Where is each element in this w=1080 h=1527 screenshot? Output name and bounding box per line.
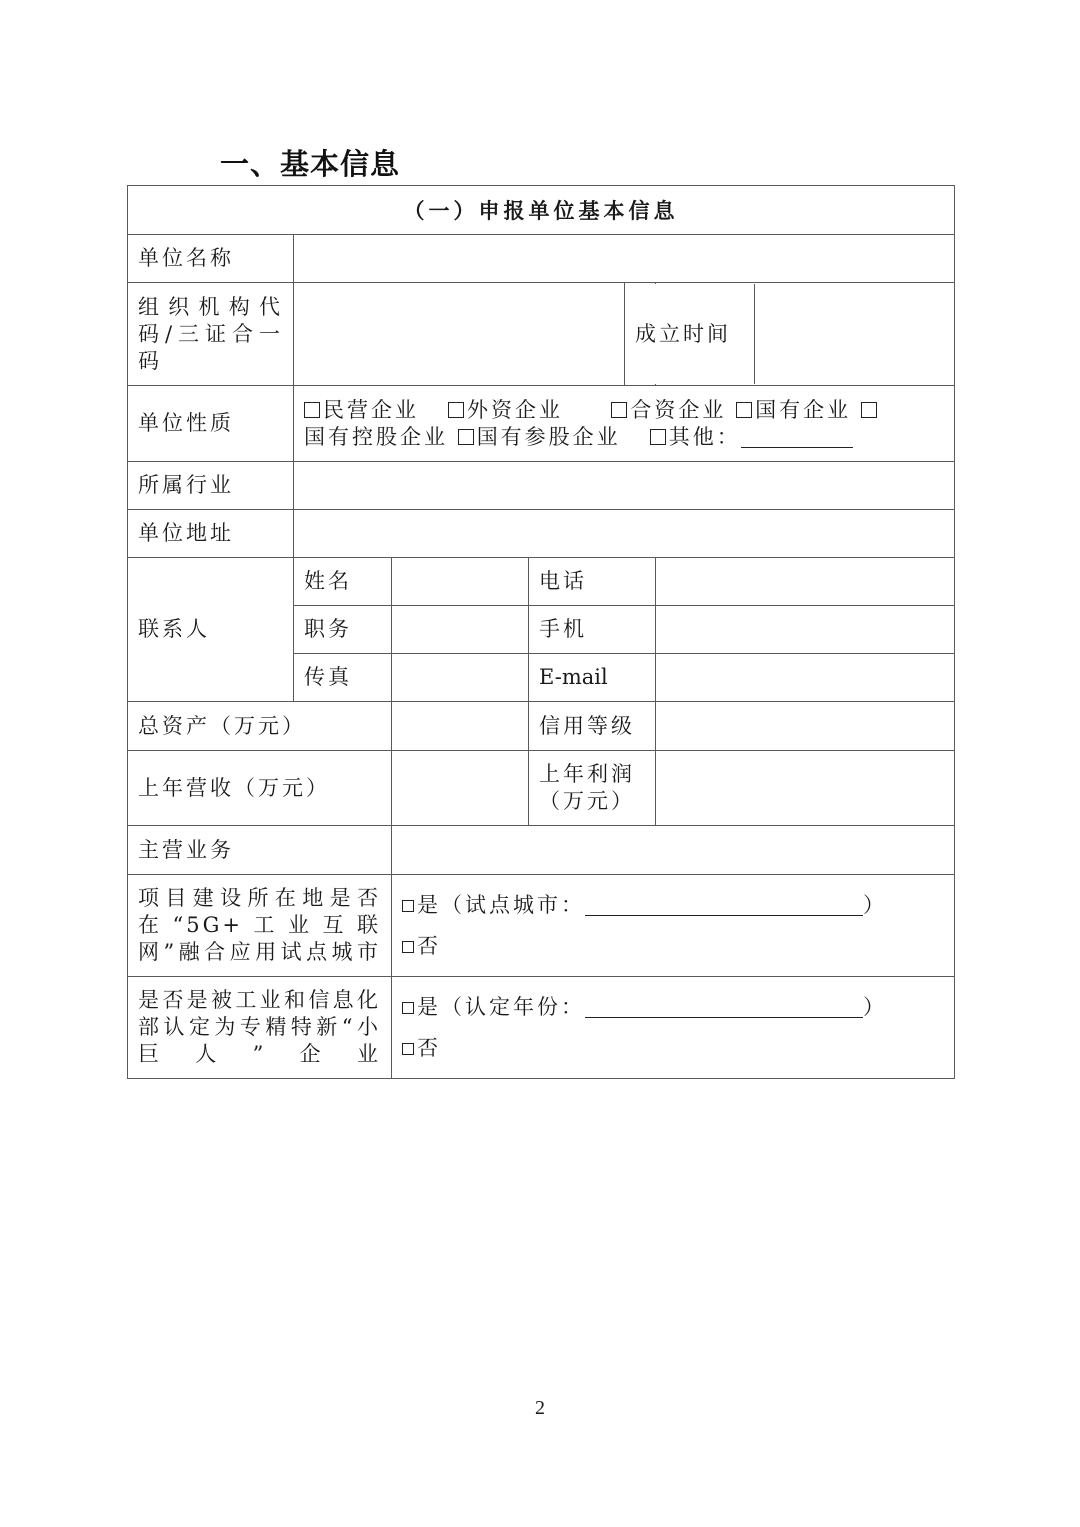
contact-label: 联系人 bbox=[128, 558, 294, 702]
org-code-label: 组织机构代码/三证合一码 bbox=[128, 283, 294, 386]
total-assets-field[interactable] bbox=[392, 702, 529, 751]
checkbox-icon bbox=[650, 429, 666, 445]
nature-option-joint[interactable]: 合资企业 bbox=[611, 398, 726, 422]
nature-option-state[interactable]: 国有企业 bbox=[736, 398, 851, 422]
contact-position-field[interactable] bbox=[392, 606, 529, 654]
pilot-city-blank[interactable] bbox=[585, 895, 863, 916]
nature-option-private[interactable]: 民营企业 bbox=[304, 398, 419, 422]
credit-label: 信用等级 bbox=[529, 702, 656, 751]
nature-option-foreign[interactable]: 外资企业 bbox=[448, 398, 563, 422]
contact-fax-field[interactable] bbox=[392, 654, 529, 702]
main-business-field[interactable] bbox=[392, 826, 955, 875]
checkbox-icon bbox=[458, 429, 474, 445]
total-assets-label: 总资产（万元） bbox=[128, 702, 392, 751]
contact-position-label: 职务 bbox=[294, 606, 392, 654]
profit-field[interactable] bbox=[656, 751, 955, 826]
little-giant-no[interactable]: 否 bbox=[402, 1035, 944, 1062]
industry-field[interactable] bbox=[294, 462, 955, 510]
basic-info-table bbox=[127, 185, 955, 1079]
nature-option-state-controlled[interactable]: 国有控股企业 bbox=[304, 424, 448, 449]
other-blank[interactable] bbox=[741, 427, 853, 448]
checkbox-icon bbox=[304, 402, 320, 418]
little-giant-question: 是否是被工业和信息化部认定为专精特新“小巨人”企业 bbox=[128, 977, 392, 1079]
founded-label-text: 成立时间 bbox=[625, 284, 755, 384]
checkbox-icon bbox=[402, 1002, 414, 1014]
checkbox-icon bbox=[736, 402, 752, 418]
pilot-city-no[interactable]: 否 bbox=[402, 933, 944, 960]
checkbox-icon bbox=[611, 402, 627, 418]
contact-phone-label: 电话 bbox=[529, 558, 656, 606]
pilot-city-question: 项目建设所在地是否在“5G+工业互联网”融合应用试点城市 bbox=[128, 875, 392, 977]
revenue-label: 上年营收（万元） bbox=[128, 751, 392, 826]
pilot-city-options bbox=[392, 875, 955, 977]
contact-email-field[interactable] bbox=[656, 654, 955, 702]
unit-name-field[interactable] bbox=[294, 235, 955, 283]
contact-name-field[interactable] bbox=[392, 558, 529, 606]
main-business-label: 主营业务 bbox=[128, 826, 392, 875]
revenue-field[interactable] bbox=[392, 751, 529, 826]
checkbox-icon bbox=[402, 900, 414, 912]
nature-label: 单位性质 bbox=[128, 386, 294, 462]
credit-field[interactable] bbox=[656, 702, 955, 751]
founded-field[interactable] bbox=[755, 284, 954, 384]
contact-name-label: 姓名 bbox=[294, 558, 392, 606]
checkbox-icon bbox=[448, 402, 464, 418]
contact-mobile-field[interactable] bbox=[656, 606, 955, 654]
little-giant-blank[interactable] bbox=[585, 997, 863, 1018]
checkbox-icon bbox=[402, 941, 414, 953]
org-code-field[interactable] bbox=[294, 283, 625, 386]
contact-phone-field[interactable] bbox=[656, 558, 955, 606]
pilot-city-yes[interactable]: 是（试点城市： ） bbox=[402, 892, 944, 919]
contact-fax-label: 传真 bbox=[294, 654, 392, 702]
address-label: 单位地址 bbox=[128, 510, 294, 558]
industry-label: 所属行业 bbox=[128, 462, 294, 510]
nature-options bbox=[294, 386, 955, 462]
checkbox-icon bbox=[402, 1043, 414, 1055]
contact-mobile-label: 手机 bbox=[529, 606, 656, 654]
checkbox-icon[interactable] bbox=[861, 402, 877, 418]
founded-group bbox=[635, 283, 955, 386]
section-title: 一、基本信息 bbox=[220, 147, 401, 181]
nature-option-other[interactable]: 其他： bbox=[650, 425, 853, 449]
address-field[interactable] bbox=[294, 510, 955, 558]
little-giant-options bbox=[392, 977, 955, 1079]
contact-email-label: E-mail bbox=[529, 654, 656, 702]
page-number: 2 bbox=[535, 1397, 545, 1419]
little-giant-yes[interactable]: 是（认定年份： ） bbox=[402, 994, 944, 1021]
profit-label: 上年利润（万元） bbox=[529, 751, 656, 826]
table-caption: （一）申报单位基本信息 bbox=[128, 186, 955, 235]
unit-name-label: 单位名称 bbox=[128, 235, 294, 283]
nature-option-state-shareholding[interactable]: 国有参股企业 bbox=[458, 425, 621, 449]
